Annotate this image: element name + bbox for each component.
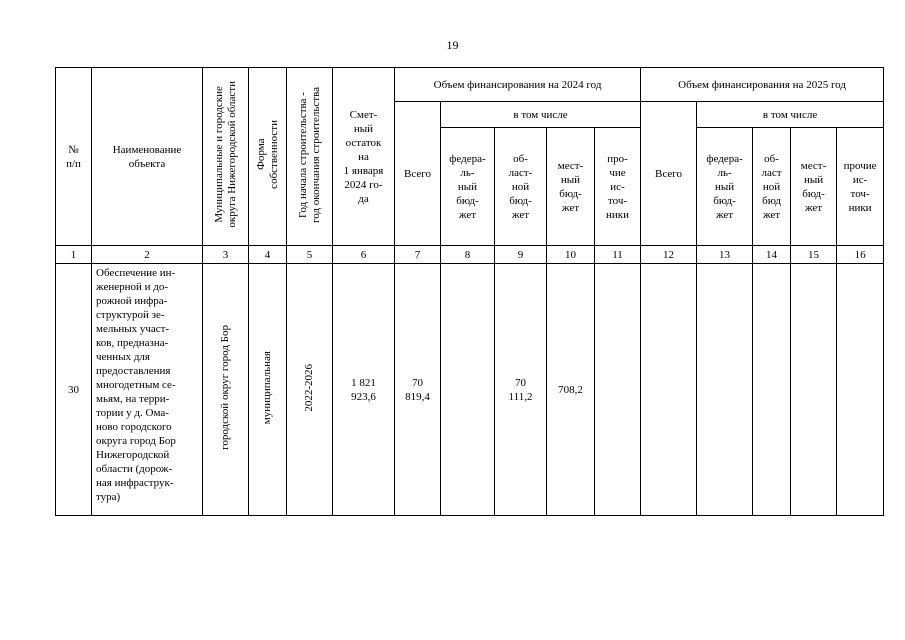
row-num: 30	[56, 264, 92, 516]
col-number: 8	[441, 246, 495, 264]
col-number: 9	[495, 246, 547, 264]
financing-table	[55, 67, 884, 516]
header-total-2025: Всего	[641, 102, 697, 246]
col-number: 7	[395, 246, 441, 264]
header-municipality: Муниципальные и городские округа Нижегородской области	[203, 68, 249, 246]
row-total-2025	[641, 264, 697, 516]
row-years: 2022-2026	[287, 264, 333, 516]
header-local-2025: мест- ный бюд- жет	[791, 128, 837, 246]
row-balance: 1 821 923,6	[333, 264, 395, 516]
header-federal-2024: федера- ль- ный бюд- жет	[441, 128, 495, 246]
col-number: 15	[791, 246, 837, 264]
header-num: № п/п	[56, 68, 92, 246]
header-local-2024: мест- ный бюд- жет	[547, 128, 595, 246]
col-number: 16	[837, 246, 884, 264]
col-number: 1	[56, 246, 92, 264]
header-funding-2025: Объем финансирования на 2025 год	[641, 68, 884, 102]
row-federal-2025	[697, 264, 753, 516]
col-number: 5	[287, 246, 333, 264]
header-other-2025: прочие ис- точ- ники	[837, 128, 884, 246]
col-number: 3	[203, 246, 249, 264]
row-regional-2024: 70 111,2	[495, 264, 547, 516]
column-number-row	[56, 246, 884, 264]
header-balance: Смет- ный остаток на 1 января 2024 го- да	[333, 68, 395, 246]
col-number: 14	[753, 246, 791, 264]
header-including-2024: в том числе	[441, 102, 641, 128]
row-total-2024: 70 819,4	[395, 264, 441, 516]
col-number: 6	[333, 246, 395, 264]
col-number: 12	[641, 246, 697, 264]
header-regional-2024: об- ласт- ной бюд- жет	[495, 128, 547, 246]
header-total-2024: Всего	[395, 102, 441, 246]
row-other-2025	[837, 264, 884, 516]
row-federal-2024	[441, 264, 495, 516]
col-number: 13	[697, 246, 753, 264]
header-regional-2025: об- ласт ной бюд жет	[753, 128, 791, 246]
col-number: 2	[92, 246, 203, 264]
header-years: Год начала строительства - год окончания строительства	[287, 68, 333, 246]
row-name: Обеспечение ин- женерной и до- рожной инфра- структурой зе- мельных участ- ков, предназна- ченных для предоставления многодетным се- мьям, на терри- тории у д. Ома- ново городского округа город Бор Нижегородской области (дорож- ная инфраструк- тура)	[92, 264, 203, 516]
col-number: 10	[547, 246, 595, 264]
header-name: Наименование объекта	[92, 68, 203, 246]
row-other-2024	[595, 264, 641, 516]
header-other-2024: про- чие ис- точ- ники	[595, 128, 641, 246]
header-ownership: Форма собственности	[249, 68, 287, 246]
row-ownership: муниципальная	[249, 264, 287, 516]
col-number: 4	[249, 246, 287, 264]
row-regional-2025	[753, 264, 791, 516]
header-funding-2024: Объем финансирования на 2024 год	[395, 68, 641, 102]
table-row	[56, 264, 884, 516]
page-number: 19	[446, 38, 459, 52]
row-municipality: городской округ город Бор	[203, 264, 249, 516]
header-federal-2025: федера- ль- ный бюд- жет	[697, 128, 753, 246]
col-number: 11	[595, 246, 641, 264]
header-including-2025: в том числе	[697, 102, 884, 128]
row-local-2025	[791, 264, 837, 516]
row-local-2024: 708,2	[547, 264, 595, 516]
